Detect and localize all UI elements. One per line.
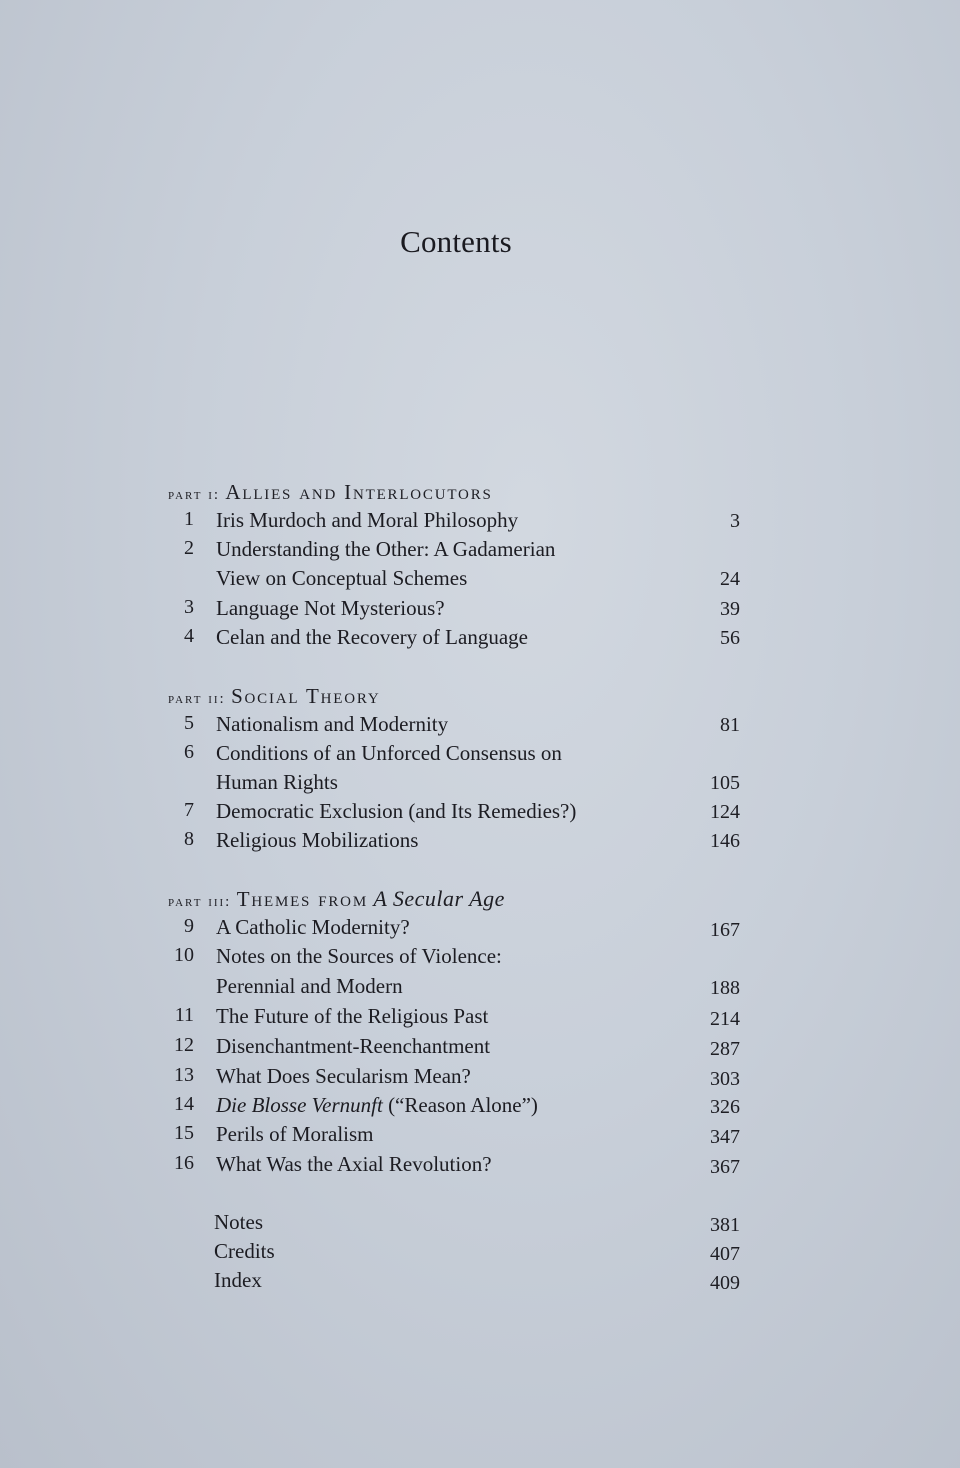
toc-entry: [0, 915, 960, 944]
toc-entry-continuation: [0, 974, 960, 1003]
toc-entry: [0, 1064, 960, 1093]
chapter-title-continued: View on Conceptual Schemes: [216, 566, 468, 590]
page-number: 303: [710, 1068, 740, 1090]
chapter-number: 14: [174, 1093, 194, 1115]
chapter-number: 10: [174, 944, 194, 966]
page-number: 105: [710, 772, 740, 794]
toc-entry: [0, 1004, 960, 1033]
page-number: 287: [710, 1038, 740, 1060]
page-number: 407: [710, 1243, 740, 1265]
chapter-title: Understanding the Other: A Gadamerian: [216, 537, 556, 561]
chapter-title: What Does Secularism Mean?: [216, 1064, 471, 1088]
chapter-number: 12: [174, 1034, 194, 1056]
part-name: Themes from: [236, 887, 368, 911]
toc-entry: [0, 828, 960, 857]
chapter-title: A Catholic Modernity?: [216, 915, 410, 939]
part-name: Social Theory: [231, 684, 381, 708]
chapter-title: Notes on the Sources of Violence:: [216, 944, 502, 968]
toc-entry: [0, 596, 960, 625]
part-name-italic: A Secular Age: [373, 886, 505, 911]
page-number: 24: [720, 568, 740, 590]
chapter-title-rest: (“Reason Alone”): [382, 1093, 538, 1117]
part-number: part ii:: [168, 691, 226, 707]
chapter-number: 11: [174, 1004, 194, 1026]
chapter-number: 2: [184, 537, 194, 559]
part-name: Allies and Interlocutors: [225, 480, 493, 504]
part-heading: [168, 684, 381, 709]
page-number: 167: [710, 919, 740, 941]
page-number: 347: [710, 1126, 740, 1148]
toc-entry: [0, 944, 960, 973]
chapter-title: Religious Mobilizations: [216, 828, 419, 852]
chapter-number: 8: [184, 828, 194, 850]
page-title: Contents: [400, 224, 512, 259]
chapter-title: [216, 1093, 538, 1118]
chapter-title: What Was the Axial Revolution?: [216, 1152, 492, 1176]
chapter-title: Democratic Exclusion (and Its Remedies?): [216, 799, 577, 823]
page-number: 214: [710, 1008, 740, 1030]
chapter-title: Nationalism and Modernity: [216, 712, 449, 736]
toc-entry: [0, 625, 960, 654]
page-number: 367: [710, 1156, 740, 1178]
toc-entry-continuation: [0, 566, 960, 595]
part-number: part i:: [168, 487, 221, 503]
chapter-number: 9: [184, 915, 194, 937]
toc-entry: [0, 1034, 960, 1063]
toc-entry: [0, 741, 960, 770]
chapter-number: 5: [184, 712, 194, 734]
chapter-number: 15: [174, 1122, 194, 1144]
toc-entry: [0, 1122, 960, 1151]
toc-entry-continuation: [0, 770, 960, 799]
toc-entry: [0, 1093, 960, 1122]
chapter-title-continued: Perennial and Modern: [216, 974, 403, 998]
chapter-title: Language Not Mysterious?: [216, 596, 445, 620]
chapter-number: 4: [184, 625, 194, 647]
toc-entry: [0, 799, 960, 828]
part-heading: [168, 480, 493, 505]
toc-back-matter-entry: [0, 1210, 960, 1239]
part-number: part iii:: [168, 894, 232, 910]
page-number: 409: [710, 1272, 740, 1294]
chapter-title: Conditions of an Unforced Consensus on: [216, 741, 562, 765]
back-matter-title: Notes: [214, 1210, 263, 1234]
chapter-title-continued: Human Rights: [216, 770, 338, 794]
chapter-number: 6: [184, 741, 194, 763]
toc-entry: [0, 537, 960, 566]
chapter-title-italic: Die Blosse Vernunft: [216, 1093, 383, 1117]
chapter-title: Disenchantment-Reenchantment: [216, 1034, 491, 1058]
toc-entry: [0, 508, 960, 537]
page-number: 188: [710, 977, 740, 999]
chapter-title: The Future of the Religious Past: [216, 1004, 489, 1028]
part-heading: [168, 886, 505, 912]
chapter-number: 13: [174, 1064, 194, 1086]
chapter-number: 16: [174, 1152, 194, 1174]
toc-back-matter-entry: [0, 1268, 960, 1297]
back-matter-title: Credits: [214, 1239, 275, 1263]
page-number: 39: [720, 598, 740, 620]
chapter-title: Iris Murdoch and Moral Philosophy: [216, 508, 519, 532]
page-number: 56: [720, 627, 740, 649]
toc-back-matter-entry: [0, 1239, 960, 1268]
page-number: 3: [730, 510, 740, 532]
page-number: 124: [710, 801, 740, 823]
chapter-number: 3: [184, 596, 194, 618]
page-number: 326: [710, 1096, 740, 1118]
toc-entry: [0, 1152, 960, 1181]
chapter-title: Celan and the Recovery of Language: [216, 625, 528, 649]
chapter-number: 1: [184, 508, 194, 530]
page-number: 381: [710, 1214, 740, 1236]
page-number: 146: [710, 830, 740, 852]
chapter-title: Perils of Moralism: [216, 1122, 374, 1146]
page-number: 81: [720, 714, 740, 736]
chapter-number: 7: [184, 799, 194, 821]
back-matter-title: Index: [214, 1268, 262, 1292]
toc-entry: [0, 712, 960, 741]
